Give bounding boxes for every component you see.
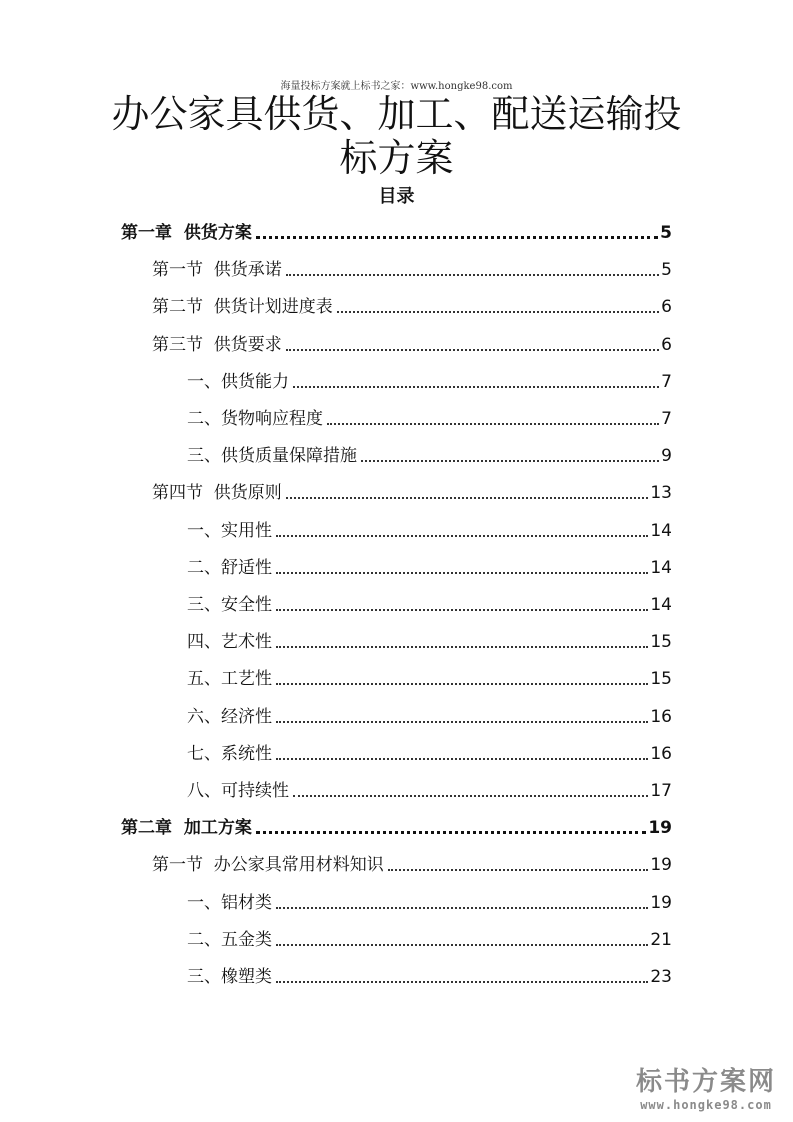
toc-entry-label: 七、系统性 — [187, 743, 272, 764]
toc-page-number: 19 — [648, 818, 672, 839]
toc-dot-leader — [276, 758, 648, 760]
toc-entry-label: 一、供货能力 — [187, 371, 289, 392]
toc-entry-label: 二、货物响应程度 — [187, 409, 323, 429]
toc-page-number: 9 — [661, 446, 672, 467]
toc-dot-leader — [276, 535, 648, 537]
toc-subsection-entry[interactable] — [187, 590, 672, 616]
toc-entry-label: 六、经济性 — [187, 706, 272, 727]
watermark-logo — [631, 1061, 781, 1112]
toc-subsection-entry[interactable] — [187, 702, 672, 728]
toc-page-number: 16 — [650, 743, 672, 764]
toc-section-entry[interactable] — [152, 850, 672, 876]
toc-dot-leader — [276, 721, 648, 723]
toc-entry-label: 三、安全性 — [187, 595, 272, 615]
toc-subsection-entry[interactable] — [187, 553, 672, 579]
toc-heading: 目录 — [378, 186, 415, 207]
toc-entry-label: 第二章 加工方案 — [121, 818, 252, 839]
toc-page-number: 7 — [661, 371, 672, 392]
toc-dot-leader — [337, 311, 659, 313]
toc-page-number: 13 — [650, 483, 672, 504]
toc-page-number: 14 — [650, 557, 672, 578]
toc-dot-leader — [256, 831, 646, 834]
toc-entry-label: 第一节 办公家具常用材料知识 — [152, 855, 384, 876]
watermark-title: 标书方案网 — [635, 1067, 776, 1097]
toc-dot-leader — [286, 497, 649, 499]
toc-chapter-entry[interactable] — [121, 218, 672, 244]
toc-subsection-entry[interactable] — [187, 404, 672, 430]
toc-page-number: 7 — [661, 409, 672, 429]
toc-subsection-entry[interactable] — [187, 516, 672, 542]
toc-entry-label: 第四节 供货原则 — [152, 483, 282, 504]
toc-entry-label: 第一节 供货承诺 — [152, 260, 282, 281]
toc-section-entry[interactable] — [152, 478, 672, 504]
toc-page-number: 19 — [650, 892, 672, 913]
toc-subsection-entry[interactable] — [187, 962, 672, 988]
toc-entry-label: 第一章 供货方案 — [121, 223, 252, 243]
toc-entry-label: 二、舒适性 — [187, 557, 272, 578]
toc-entry-label: 第二节 供货计划进度表 — [152, 297, 333, 318]
toc-entry-label: 三、橡塑类 — [187, 967, 272, 987]
toc-chapter-entry[interactable] — [121, 813, 672, 839]
toc-subsection-entry[interactable] — [187, 925, 672, 951]
toc-page-number: 21 — [650, 929, 672, 950]
toc-dot-leader — [276, 646, 648, 648]
toc-subsection-entry[interactable] — [187, 739, 672, 765]
toc-page-number: 5 — [661, 260, 672, 281]
toc-entry-label: 四、艺术性 — [187, 632, 272, 653]
toc-entry-label: 一、铝材类 — [187, 892, 272, 913]
toc-entry-label: 三、供货质量保障措施 — [187, 446, 357, 467]
toc-dot-leader — [327, 423, 659, 425]
toc-dot-leader — [361, 460, 659, 462]
toc-dot-leader — [286, 274, 659, 276]
toc-dot-leader — [276, 944, 648, 946]
toc-dot-leader — [276, 981, 648, 983]
toc-dot-leader — [286, 349, 659, 351]
toc-subsection-entry[interactable] — [187, 664, 672, 690]
toc-dot-leader — [276, 907, 648, 909]
header-note: 海量投标方案就上标书之家：www.hongke98.com — [280, 81, 513, 92]
toc-page-number: 17 — [650, 781, 672, 801]
toc-subsection-entry[interactable] — [187, 776, 672, 802]
toc-page-number: 14 — [650, 520, 672, 541]
toc-subsection-entry[interactable] — [187, 367, 672, 393]
toc-dot-leader — [293, 386, 659, 388]
toc-entry-label: 八、可持续性 — [187, 781, 289, 801]
toc-section-entry[interactable] — [152, 330, 672, 356]
toc-page-number: 5 — [660, 223, 672, 243]
toc-page-number: 6 — [661, 297, 672, 318]
toc-dot-leader — [276, 683, 648, 685]
toc-page-number: 6 — [661, 334, 672, 355]
toc-subsection-entry[interactable] — [187, 627, 672, 653]
watermark-url: www.hongke98.com — [640, 1098, 772, 1112]
toc-entry-label: 二、五金类 — [187, 929, 272, 950]
toc-dot-leader — [256, 236, 658, 239]
toc-entry-label: 五、工艺性 — [187, 669, 272, 690]
toc-dot-leader — [388, 869, 649, 871]
toc-page-number: 14 — [650, 595, 672, 615]
toc-dot-leader — [276, 572, 648, 574]
toc-page-number: 19 — [650, 855, 672, 876]
toc-page-number: 15 — [650, 632, 672, 653]
toc-page-number: 16 — [650, 706, 672, 727]
toc-section-entry[interactable] — [152, 292, 672, 318]
toc-dot-leader — [276, 609, 648, 611]
toc-page-number: 23 — [650, 967, 672, 987]
document-title: 办公家具供货、加工、配送运输投标方案 — [111, 92, 682, 180]
toc-section-entry[interactable] — [152, 255, 672, 281]
toc-page-number: 15 — [650, 669, 672, 690]
toc-subsection-entry[interactable] — [187, 441, 672, 467]
toc-entry-label: 一、实用性 — [187, 520, 272, 541]
toc-entry-label: 第三节 供货要求 — [152, 334, 282, 355]
toc-subsection-entry[interactable] — [187, 888, 672, 914]
toc-dot-leader — [293, 795, 648, 797]
